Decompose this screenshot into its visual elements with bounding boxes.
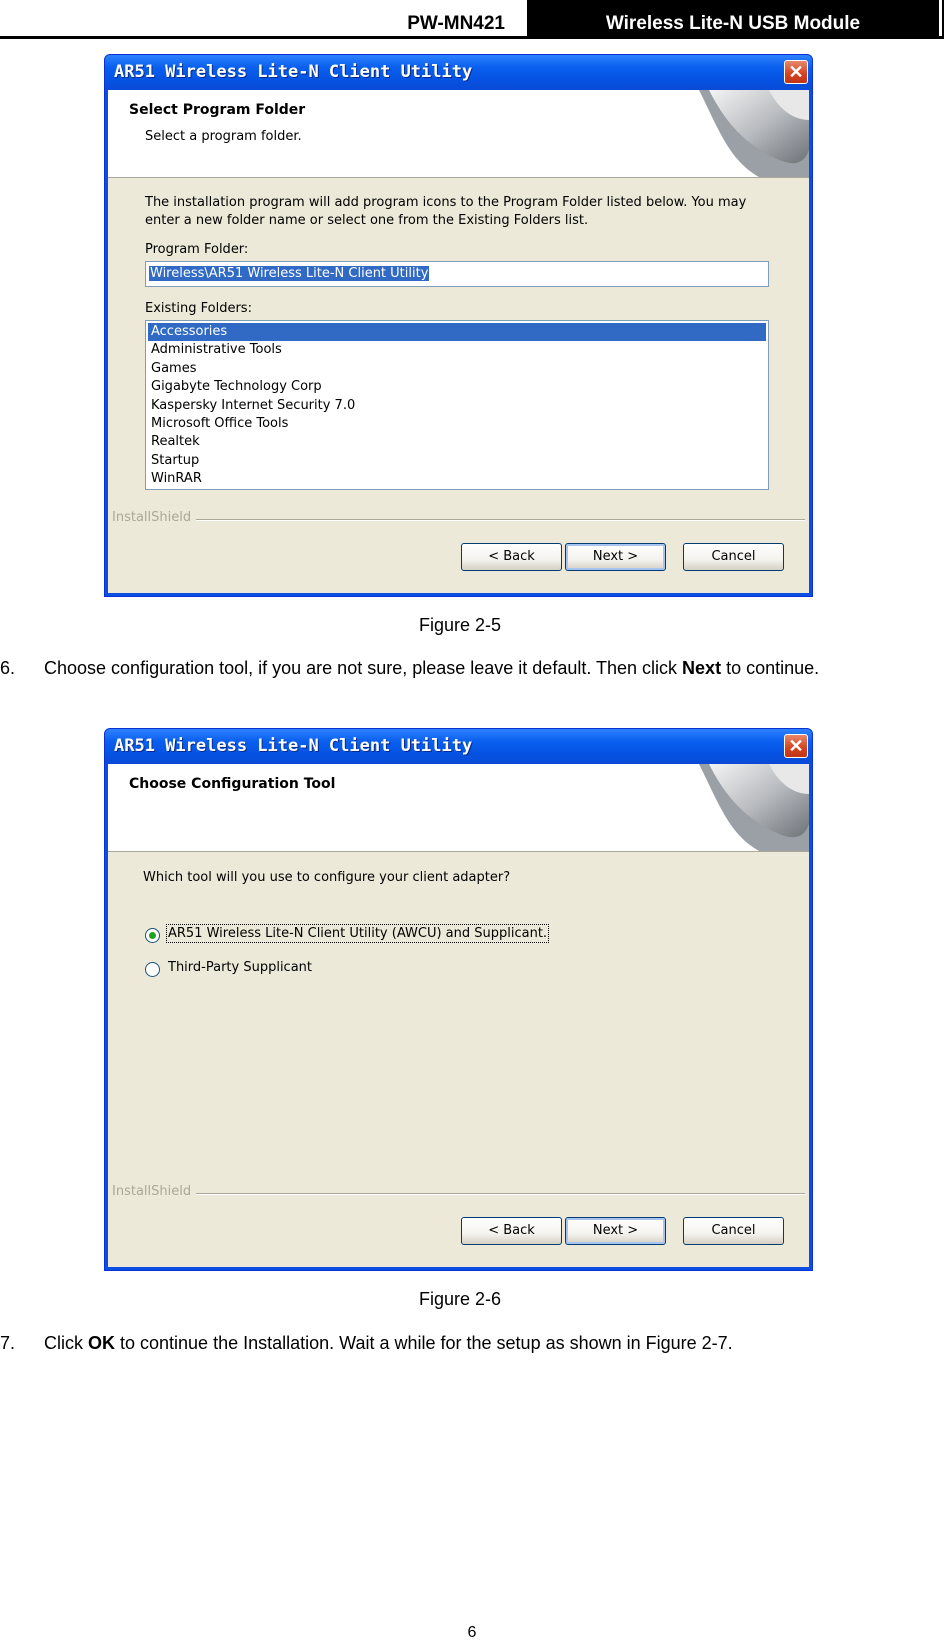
third-party-radio[interactable] — [145, 962, 160, 977]
back-button[interactable]: < Back — [461, 543, 562, 571]
list-item[interactable]: WinRAR — [151, 471, 202, 487]
installshield-label: InstallShield — [112, 510, 192, 525]
page-curl-icon — [649, 90, 809, 177]
list-item[interactable]: Games — [151, 360, 197, 376]
title-bar[interactable] — [105, 55, 812, 90]
figure-caption: Figure 2-6 — [418, 1289, 502, 1309]
installshield-divider — [196, 519, 805, 521]
step-text: Choose configuration tool, if you are not sure, please leave it default. Then click — [44, 658, 683, 678]
header-rule — [0, 36, 944, 39]
choose-configuration-tool-dialog — [104, 728, 813, 1271]
step-text-end: to continue the Installation. Wait a while for the setup as shown in Figure 2-7. — [115, 1333, 733, 1353]
dialog-body — [108, 764, 809, 1267]
step-bold-word: OK — [88, 1333, 115, 1353]
cancel-button[interactable]: Cancel — [683, 1217, 784, 1245]
list-item[interactable]: Microsoft Office Tools — [151, 415, 289, 431]
list-item[interactable]: Administrative Tools — [151, 342, 282, 358]
dialog-banner — [108, 90, 809, 178]
figure-caption: Figure 2-5 — [418, 615, 502, 635]
next-button[interactable]: Next > — [565, 543, 666, 571]
existing-folders-list[interactable] — [145, 320, 769, 490]
dialog-banner — [108, 764, 809, 852]
close-button[interactable]: ✕ — [784, 734, 808, 758]
title-bar[interactable] — [105, 729, 812, 764]
header-end-bar — [942, 0, 944, 36]
step-text-end: to continue. — [721, 658, 820, 678]
page-number: 6 — [467, 1624, 477, 1641]
step-6-paragraph — [0, 654, 920, 683]
step-bold-word: Next — [682, 658, 722, 678]
installshield-divider — [196, 1193, 805, 1195]
list-item[interactable]: Accessories — [148, 323, 766, 341]
list-item[interactable]: Kaspersky Internet Security 7.0 — [151, 397, 356, 413]
back-button[interactable]: < Back — [461, 1217, 562, 1245]
instruction-line-1: The installation program will add program icons to the Program Folder listed below. You may — [145, 195, 747, 210]
next-button[interactable]: Next > — [565, 1217, 666, 1245]
step-number: 6. — [0, 658, 16, 678]
program-folder-value: Wireless\AR51 Wireless Lite-N Client Utility — [150, 266, 429, 281]
window-title: AR51 Wireless Lite-N Client Utility — [114, 736, 473, 756]
step-number: 7. — [0, 1333, 16, 1353]
third-party-option-label[interactable]: Third-Party Supplicant — [168, 960, 313, 975]
doc-product-title: Wireless Lite-N USB Module — [527, 0, 939, 36]
banner-subtitle: Select a program folder. — [145, 129, 302, 144]
list-item[interactable]: Startup — [151, 452, 200, 468]
awcu-option-label[interactable]: AR51 Wireless Lite-N Client Utility (AWCU) and Supplicant. — [168, 926, 548, 941]
step-text: Click — [44, 1333, 88, 1353]
banner-title: Choose Configuration Tool — [129, 776, 336, 792]
dialog-body — [108, 90, 809, 593]
list-item[interactable]: Gigabyte Technology Corp — [151, 379, 322, 395]
page-curl-icon — [649, 764, 809, 851]
installshield-label: InstallShield — [112, 1184, 192, 1199]
list-item[interactable]: Realtek — [151, 434, 200, 450]
program-folder-input[interactable] — [145, 261, 769, 287]
close-button[interactable]: ✕ — [784, 60, 808, 84]
window-title: AR51 Wireless Lite-N Client Utility — [114, 62, 473, 82]
select-program-folder-dialog — [104, 54, 813, 597]
program-folder-label: Program Folder: — [145, 242, 249, 257]
banner-title: Select Program Folder — [129, 102, 306, 118]
cancel-button[interactable]: Cancel — [683, 543, 784, 571]
awcu-radio[interactable] — [145, 928, 160, 943]
configuration-question: Which tool will you use to configure your client adapter? — [143, 870, 511, 885]
instruction-line-2: enter a new folder name or select one from the Existing Folders list. — [145, 213, 589, 228]
doc-model-number: PW-MN421 — [407, 13, 505, 34]
step-7-paragraph — [0, 1329, 920, 1358]
existing-folders-label: Existing Folders: — [145, 301, 252, 316]
